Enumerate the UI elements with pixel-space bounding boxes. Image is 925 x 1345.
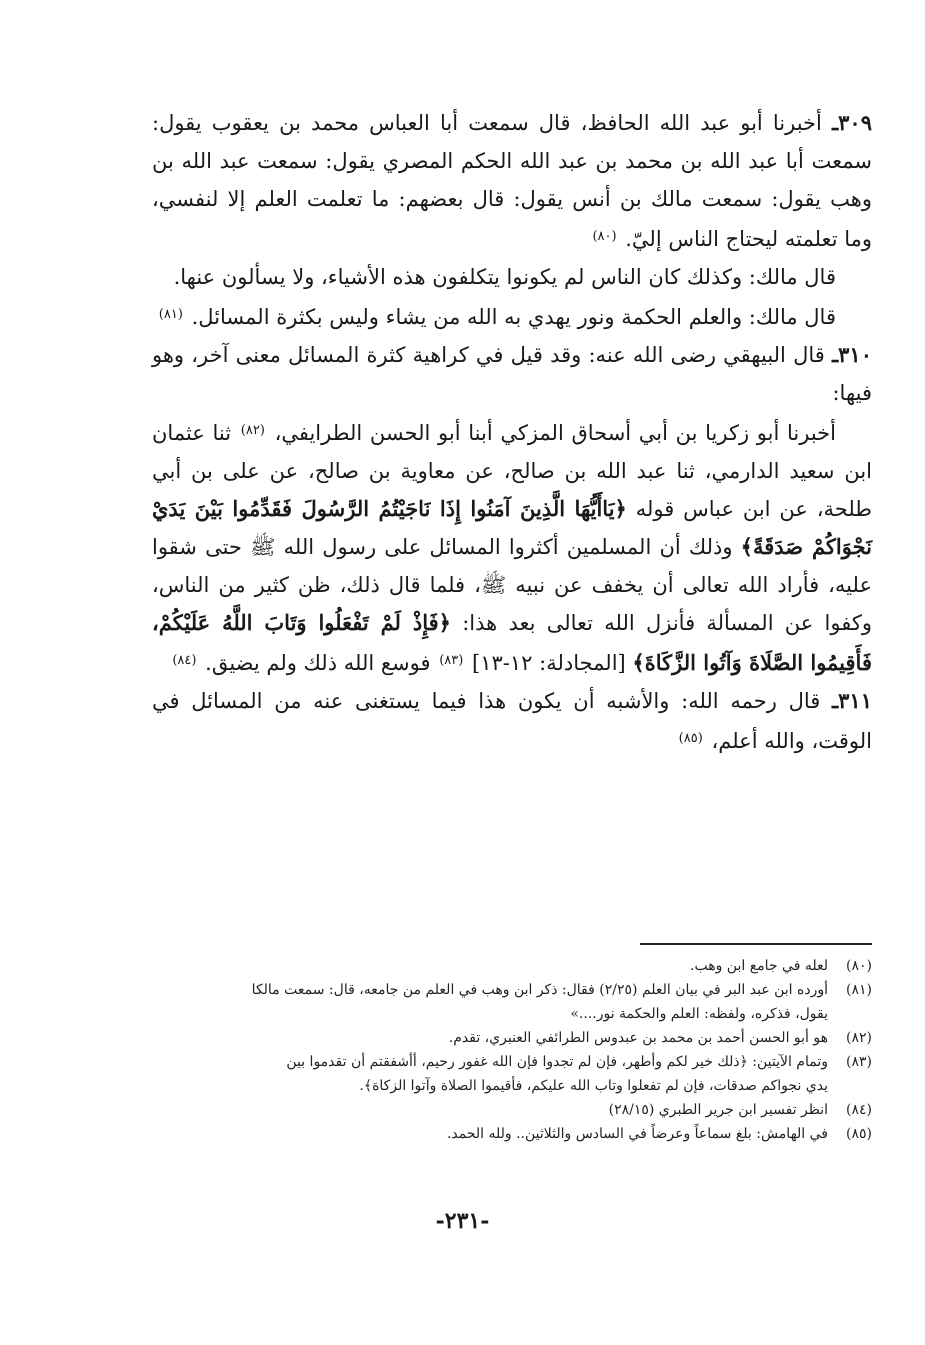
quran-verse-1: ﴿يَاأَيُّهَا الَّذِينَ آمَنُوا إِذَا نَاجَيْتُمُ الرَّسُولَ فَقَدِّمُوا بَيْنَ يَدَيْ نَجْوَاكُمْ صَدَقَةً﴾ <box>152 496 872 559</box>
footnote-81 <box>152 978 872 1002</box>
footnote-text: أورده ابن عبد البر في بيان العلم (٢/٢٥) فقال: ذكر ابن وهب في العلم من جامعه، قال: سمعت مالكا <box>251 982 828 998</box>
footnote-ref-85: (٨٥) <box>678 731 703 746</box>
page-number: -٢٣١- <box>435 1208 490 1234</box>
footnote-text: في الهامش: بلغ سماعاً وعرضاً في السادس والثلاثين.. ولله الحمد. <box>446 1126 828 1142</box>
footnote-number: (٨٠) <box>846 958 872 974</box>
footnote-number: (٨٤) <box>846 1102 872 1118</box>
narration-explanation: وذلك أن المسلمين أكثروا المسائل على رسول الله ﷺ حتى شقوا عليه، فأراد الله تعالى أن يخفف عن نبيه ﷺ، فلما قال ذلك، ظن كثير من الناس، وكفوا عن المسألة فأنزل الله تعالى بعد هذا: <box>152 535 873 635</box>
malik-quote-1: قال مالك: وكذلك كان الناس لم يكونوا يتكلفون هذه الأشياء، ولا يسألون عنها. <box>173 265 836 289</box>
footnote-85 <box>152 1122 872 1146</box>
footnote-83-continuation: يدي نجواكم صدقات، فإن لم تفعلوا وتاب الله عليكم، فأقيموا الصلاة وآتوا الزكاة﴾. <box>359 1078 828 1094</box>
paragraph-310-text: قال البيهقي رضى الله عنه: وقد قيل في كراهية كثرة المسائل معنى آخر، وهو فيها: <box>152 343 872 405</box>
malik-quote-2 <box>152 296 872 336</box>
footnote-divider <box>640 943 872 945</box>
footnote-text: هو أبو الحسن أحمد بن محمد بن عبدوس الطرائفي العنبري، تقدم. <box>448 1030 828 1046</box>
footnote-text: وتمام الآيتين: ﴿ذلك خير لكم وأطهر، فإن لم تجدوا فإن الله غفور رحيم، أأشفقتم أن تقدموا بين <box>286 1054 828 1070</box>
footnote-ref-81: (٨١) <box>158 307 183 322</box>
paragraph-309 <box>152 104 872 258</box>
footnote-text: انظر تفسير ابن جرير الطبري (٢٨/١٥) <box>608 1102 828 1118</box>
paragraph-309-text: أخبرنا أبو عبد الله الحافظ، قال سمعت أبا العباس محمد بن يعقوب يقول: سمعت أبا عبد الله بن محمد بن عبد الله الحكم المصري يقول: سمعت عبد الله بن وهب يقول: سمعت مالك بن أنس يقول: قال بعضهم: ما تعلمت العلم إلا لنفسي، وما تعلمته ليحتاج الناس إليّ. <box>152 111 872 251</box>
footnote-82 <box>152 1026 872 1050</box>
footnote-number: (٨٣) <box>846 1054 872 1070</box>
footnote-number: (٨٢) <box>846 1030 872 1046</box>
paragraph-number-309: ٣٠٩ـ <box>832 110 872 135</box>
footnote-ref-83: (٨٣) <box>439 653 464 668</box>
paragraph-310-narration <box>152 412 872 682</box>
footnote-ref-80: (٨٠) <box>592 229 617 244</box>
quran-verse-2: ﴿فَإِذْ لَمْ تَفْعَلُوا وَتَابَ اللَّهُ عَلَيْكُمْ، فَأَقِيمُوا الصَّلَاةَ وَآتُوا الزَّكَاةَ﴾ <box>152 610 872 675</box>
main-text <box>152 104 872 760</box>
paragraph-311 <box>152 682 872 760</box>
footnote-81-continuation: يقول، فذكره، ولفظه: العلم والحكمة نور....» <box>570 1006 828 1022</box>
footnote-ref-82: (٨٢) <box>240 423 265 438</box>
footnote-text: لعله في جامع ابن وهب. <box>690 958 828 974</box>
footnote-83 <box>152 1050 872 1074</box>
paragraph-311-text: قال رحمه الله: والأشبه أن يكون هذا فيما يستغنى عنه من المسائل في الوقت، والله أعلم، <box>152 689 872 753</box>
footnotes <box>152 954 872 1146</box>
footnote-number: (٨٥) <box>846 1126 872 1142</box>
footnote-number: (٨١) <box>846 982 872 998</box>
paragraph-number-310: ٣١٠ـ <box>831 342 872 367</box>
footnote-84 <box>152 1098 872 1122</box>
narration-chain-cont: ثنا عثمان ابن سعيد الدارمي، ثنا عبد الله بن صالح، عن معاوية بن صالح، عن على بن أبي طلحة، عن ابن عباس قوله <box>152 421 872 521</box>
paragraph-number-311: ٣١١ـ <box>832 688 872 713</box>
paragraph-310 <box>152 336 872 412</box>
verse-citation: [المجادلة: ١٢-١٣] <box>472 651 626 675</box>
footnote-ref-84: (٨٤) <box>172 653 197 668</box>
footnote-80 <box>152 954 872 978</box>
narration-chain: أخبرنا أبو زكريا بن أبي أسحاق المزكي أبنا أبو الحسن الطرايفي، <box>274 421 836 445</box>
malik-quote-2-text: قال مالك: والعلم الحكمة ونور يهدي به الله من يشاء وليس بكثرة المسائل. <box>191 305 836 329</box>
narration-conclusion: فوسع الله ذلك ولم يضيق. <box>205 651 431 675</box>
